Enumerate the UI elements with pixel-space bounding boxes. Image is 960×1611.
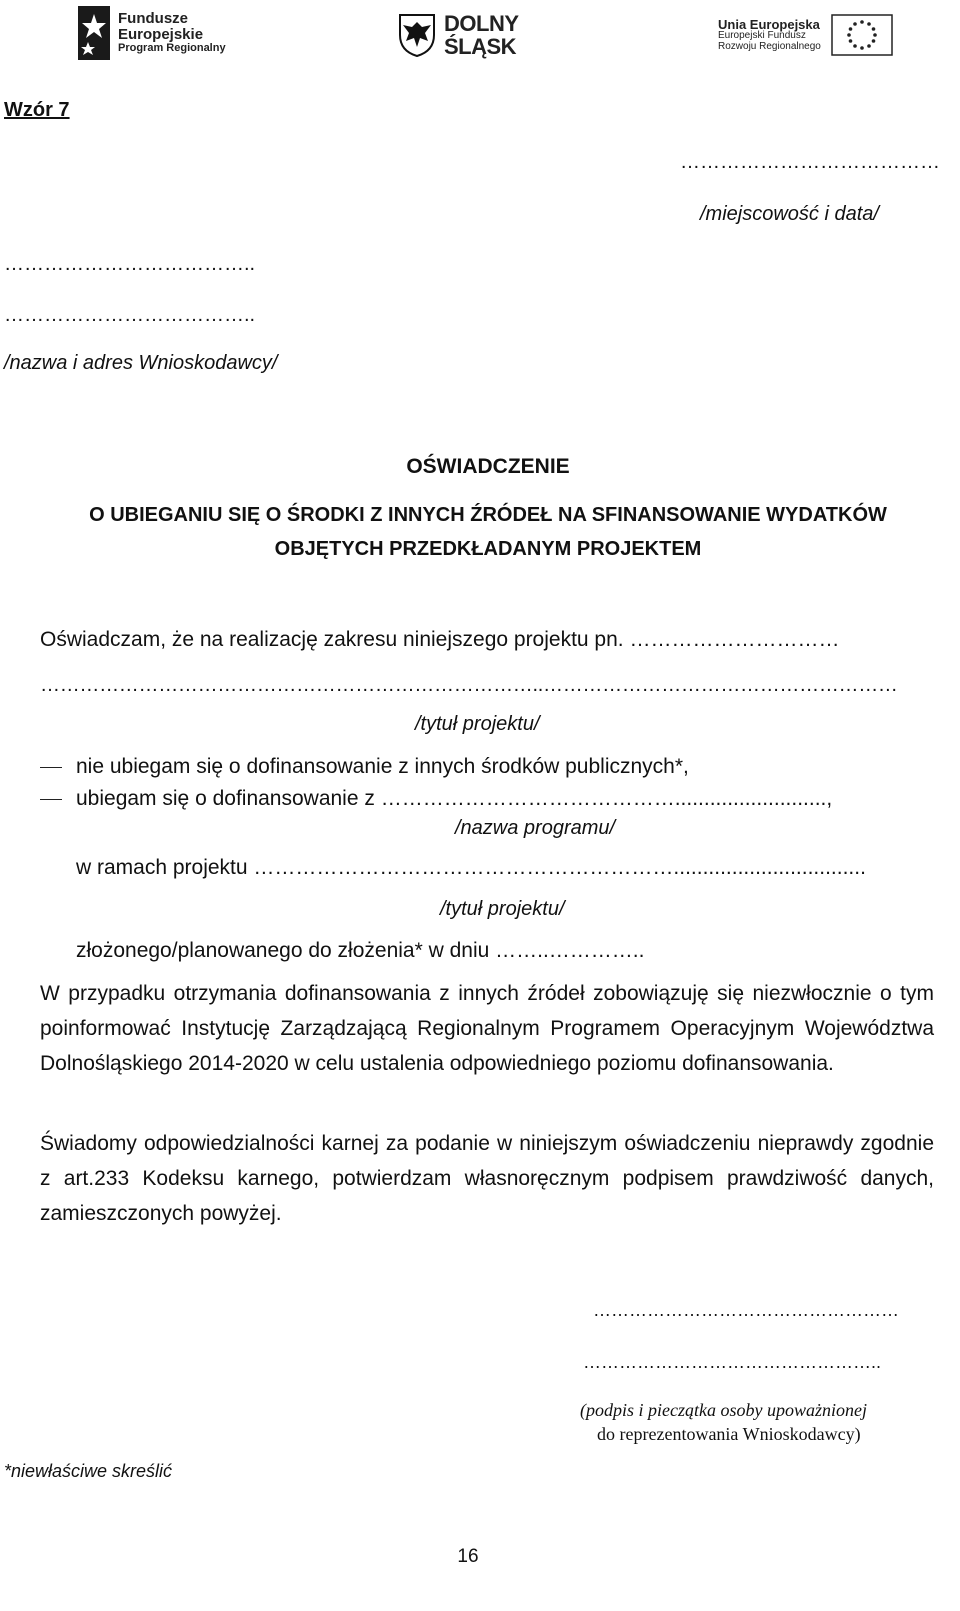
fe-line1: Fundusze [118,10,188,28]
option-applying-text: ubiegam się o dofinansowanie z …………………………………….........................., [76,787,833,810]
applicant-dots-1: ……………………………….. [4,253,256,275]
eu-line2: Europejski Fundusz [718,30,806,42]
submitted-line: złożonego/planowanego do złożenia* w dniu ……..………….. [76,939,645,962]
logo-dolny-slask [398,12,519,58]
fe-star-icon [78,6,110,60]
eu-flag-icon [831,14,893,56]
footnote: *niewłaściwe skreślić [4,1461,173,1481]
signature-dots-1: …………………………………………… [593,1300,899,1320]
project-line: w ramach projektu ……………………………………………………................................. [76,856,866,879]
option-not-applying-text: nie ubiegam się o dofinansowanie z innych środków publicznych*, [76,755,689,778]
title-dots-line: …………………………………………………………………..……………………………………………… [40,674,898,696]
statement-subtitle-line2: OBJĘTYCH PRZEDKŁADANYM PROJEKTEM [274,538,702,560]
option-not-applying [40,755,689,779]
logo-unia-europejska [718,14,893,56]
dash-marker [40,799,62,800]
dash-marker [40,767,62,768]
option-applying [40,787,832,811]
applicant-dots-2: ……………………………….. [4,304,256,326]
statement-subtitle-line1: O UBIEGANIU SIĘ O ŚRODKI Z INNYCH ŹRÓDEŁ NA SFINANSOWANIE WYDATKÓW [89,504,887,526]
place-date-dots: ………………………………… [680,151,940,173]
signature-dots-2: ………………………………………….. [583,1352,882,1372]
signature-label-2: do reprezentowania Wnioskodawcy) [597,1424,861,1444]
eu-line1: Unia Europejska [718,16,820,32]
applicant-label: /nazwa i adres Wnioskodawcy/ [4,352,278,374]
ds-line1: DOLNY [444,11,519,36]
page-number: 16 [457,1546,479,1567]
fe-line2: Europejskie [118,26,204,44]
logo-fundusze-europejskie [78,6,226,60]
program-label: /nazwa programu/ [455,817,616,839]
paragraph-obligation: W przypadku otrzymania dofinansowania z innych źródeł zobowiązuję się niezwłocznie o tym poinformować Instytucję Zarządzającą Regionalnym Programem Operacyjnym Województwa Dolnośląskiego 2014-2020 w celu ustalenia odpowiedniego poziomu dofinansowania. [40,982,934,1075]
eu-line3: Rozwoju Regionalnego [718,40,821,52]
intro-line: Oświadczam, że na realizację zakresu niniejszego projektu pn. ………………………… [40,628,840,651]
signature-label-1: (podpis i pieczątka osoby upoważnionej [580,1400,867,1420]
ds-line2: ŚLĄSK [444,34,517,60]
template-number: Wzór 7 [4,99,70,121]
fe-line3: Program Regionalny [118,41,226,54]
project-title-label: /tytuł projektu/ [415,713,540,735]
project-title-label-2: /tytuł projektu/ [440,898,565,920]
statement-title: OŚWIADCZENIE [406,455,570,478]
place-date-label: /miejscowość i data/ [700,203,879,225]
eagle-crest-icon [398,13,436,57]
paragraph-liability: Świadomy odpowiedzialności karnej za podanie w niniejszym oświadczeniu nieprawdy zgodnie z art.233 Kodeksu karnego, potwierdzam własnoręcznym podpisem prawdziwość danych, zamieszczonych powyżej. [40,1132,934,1225]
